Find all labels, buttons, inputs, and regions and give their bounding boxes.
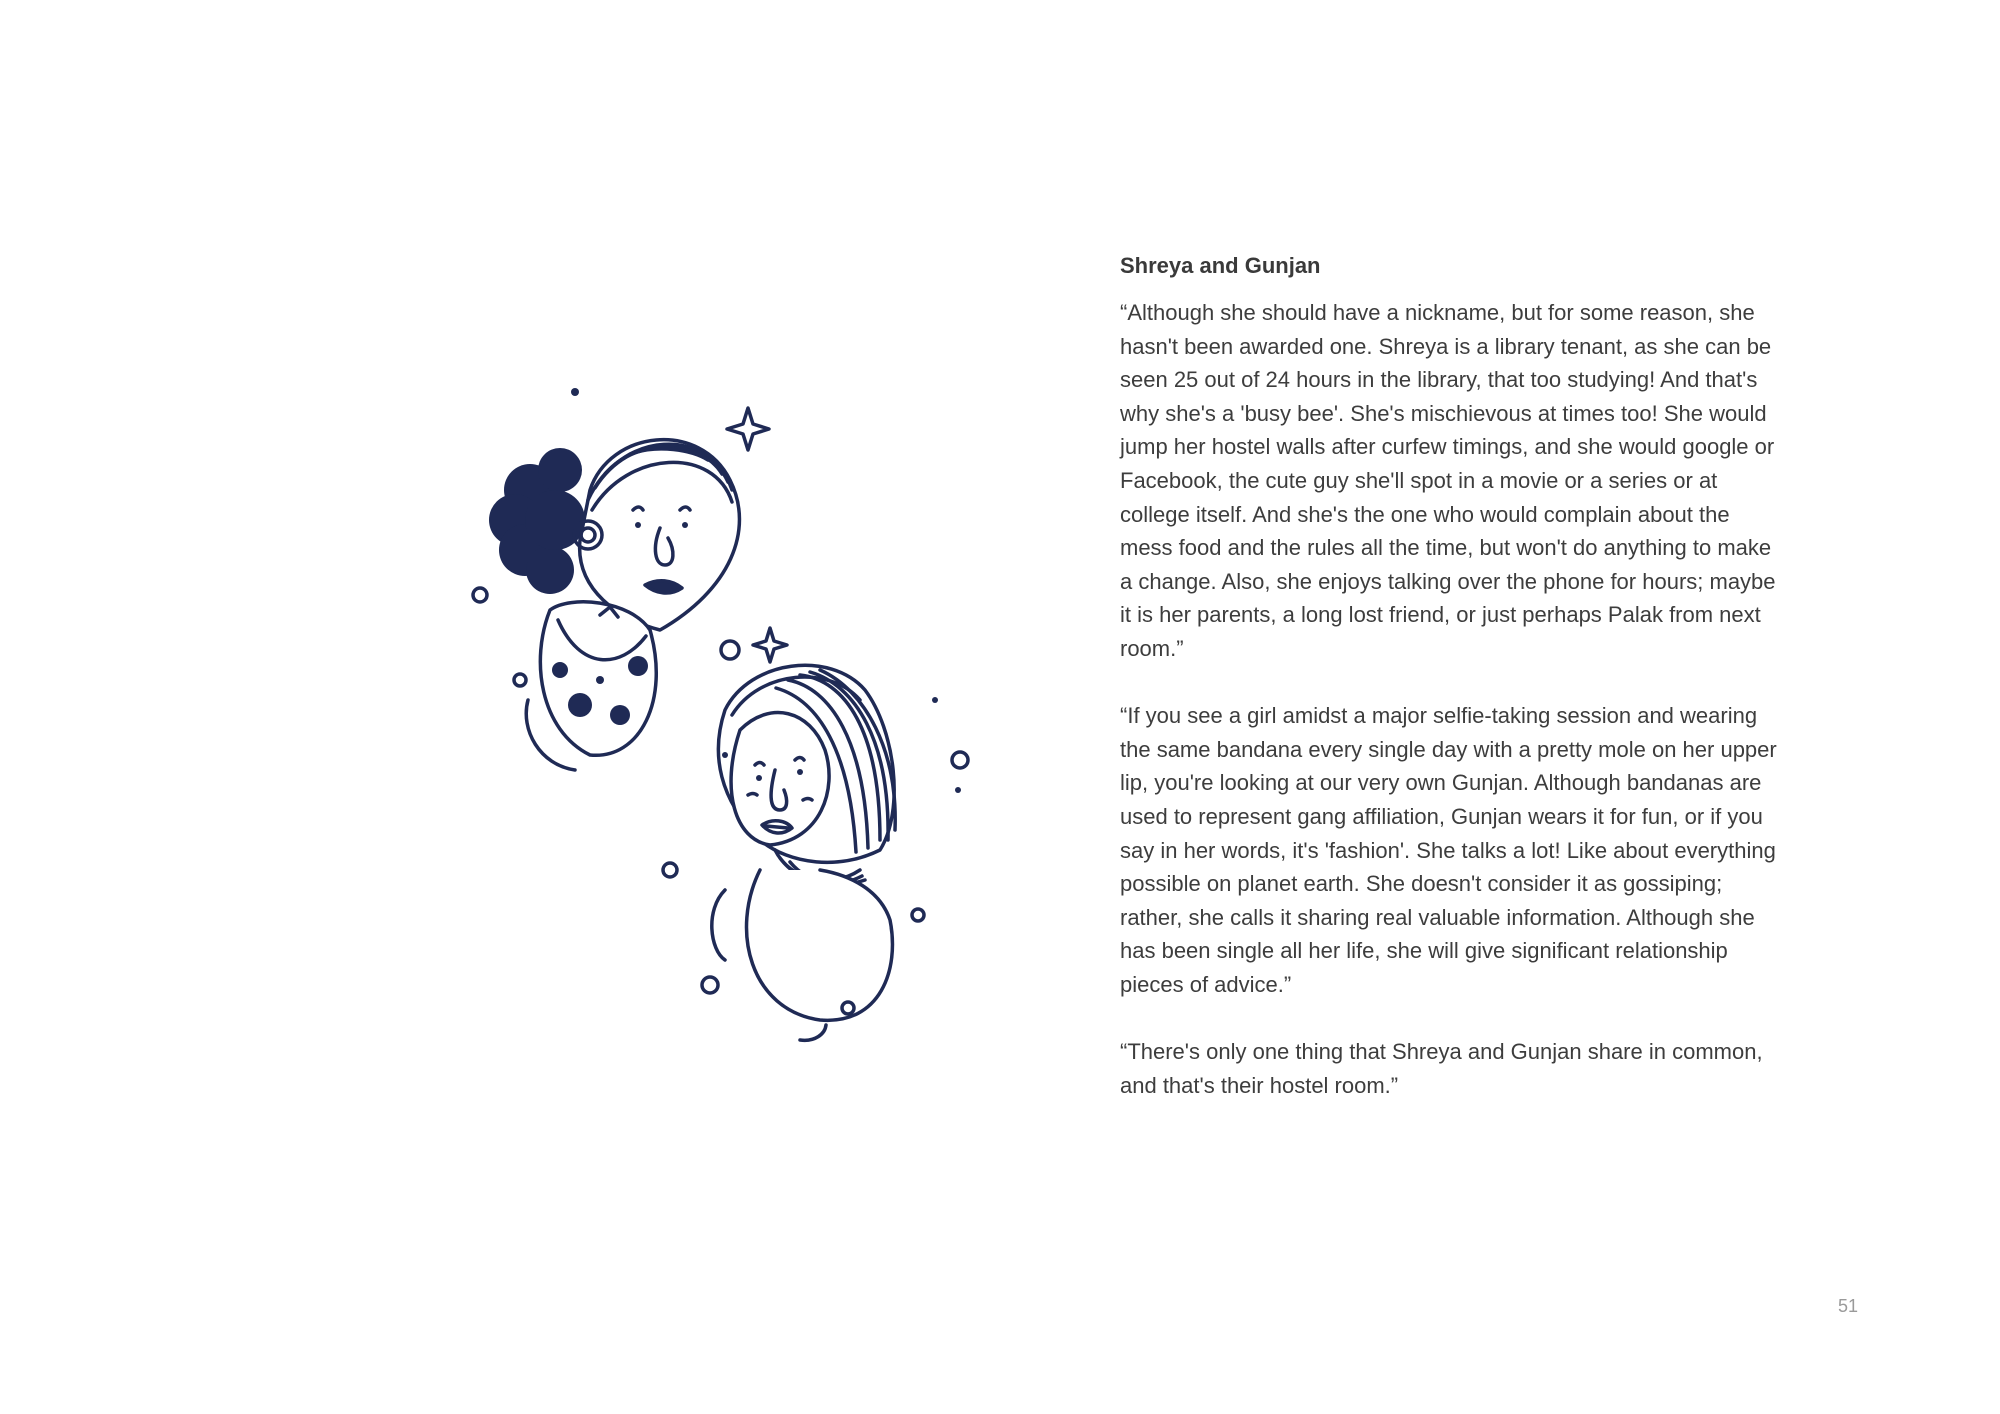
article-heading: Shreya and Gunjan bbox=[1120, 253, 1321, 278]
gunjan-figure bbox=[712, 665, 895, 1040]
article-paragraph-1: “Although she should have a nickname, but for some reason, she hasn't been awarded one. Shreya is a library tenant, as she can be seen 25 out of 24 hours in the library, that too studying! And that's why she's a 'busy bee'. She's mischievous at times too! She would jump her hostel walls after curfew timings, and she would google or Facebook, the cute guy she'll spot in a movie or a series or at college itself. And she's the one who would complain about the mess food and the rules all the time, but won't do anything to make a change. Also, she enjoys talking over the phone for hours; maybe it is her parents, a long lost friend, or just perhaps Palak from next room.” bbox=[1120, 300, 1776, 661]
article-paragraph-3: “There's only one thing that Shreya and Gunjan share in common, and that's their hostel room.” bbox=[1120, 1039, 1763, 1098]
illustration-shreya-and-gunjan bbox=[470, 370, 1010, 1060]
shreya-figure bbox=[489, 440, 739, 770]
page-number: 51 bbox=[1838, 1296, 1859, 1316]
article-text-column bbox=[1120, 250, 1780, 1136]
article-paragraph-2: “If you see a girl amidst a major selfie-taking session and wearing the same bandana every single day with a pretty mole on her upper lip, you're looking at our very own Gunjan. Although bandanas are used to represent gang affiliation, Gunjan wears it for fun, or if you say in her words, it's 'fashion'. She talks a lot! Like about everything possible on planet earth. She doesn't consider it as gossiping; rather, she calls it sharing real valuable information. Although she has been single all her life, she will give significant relationship pieces of advice.” bbox=[1120, 703, 1777, 997]
hair-bun bbox=[489, 448, 585, 594]
